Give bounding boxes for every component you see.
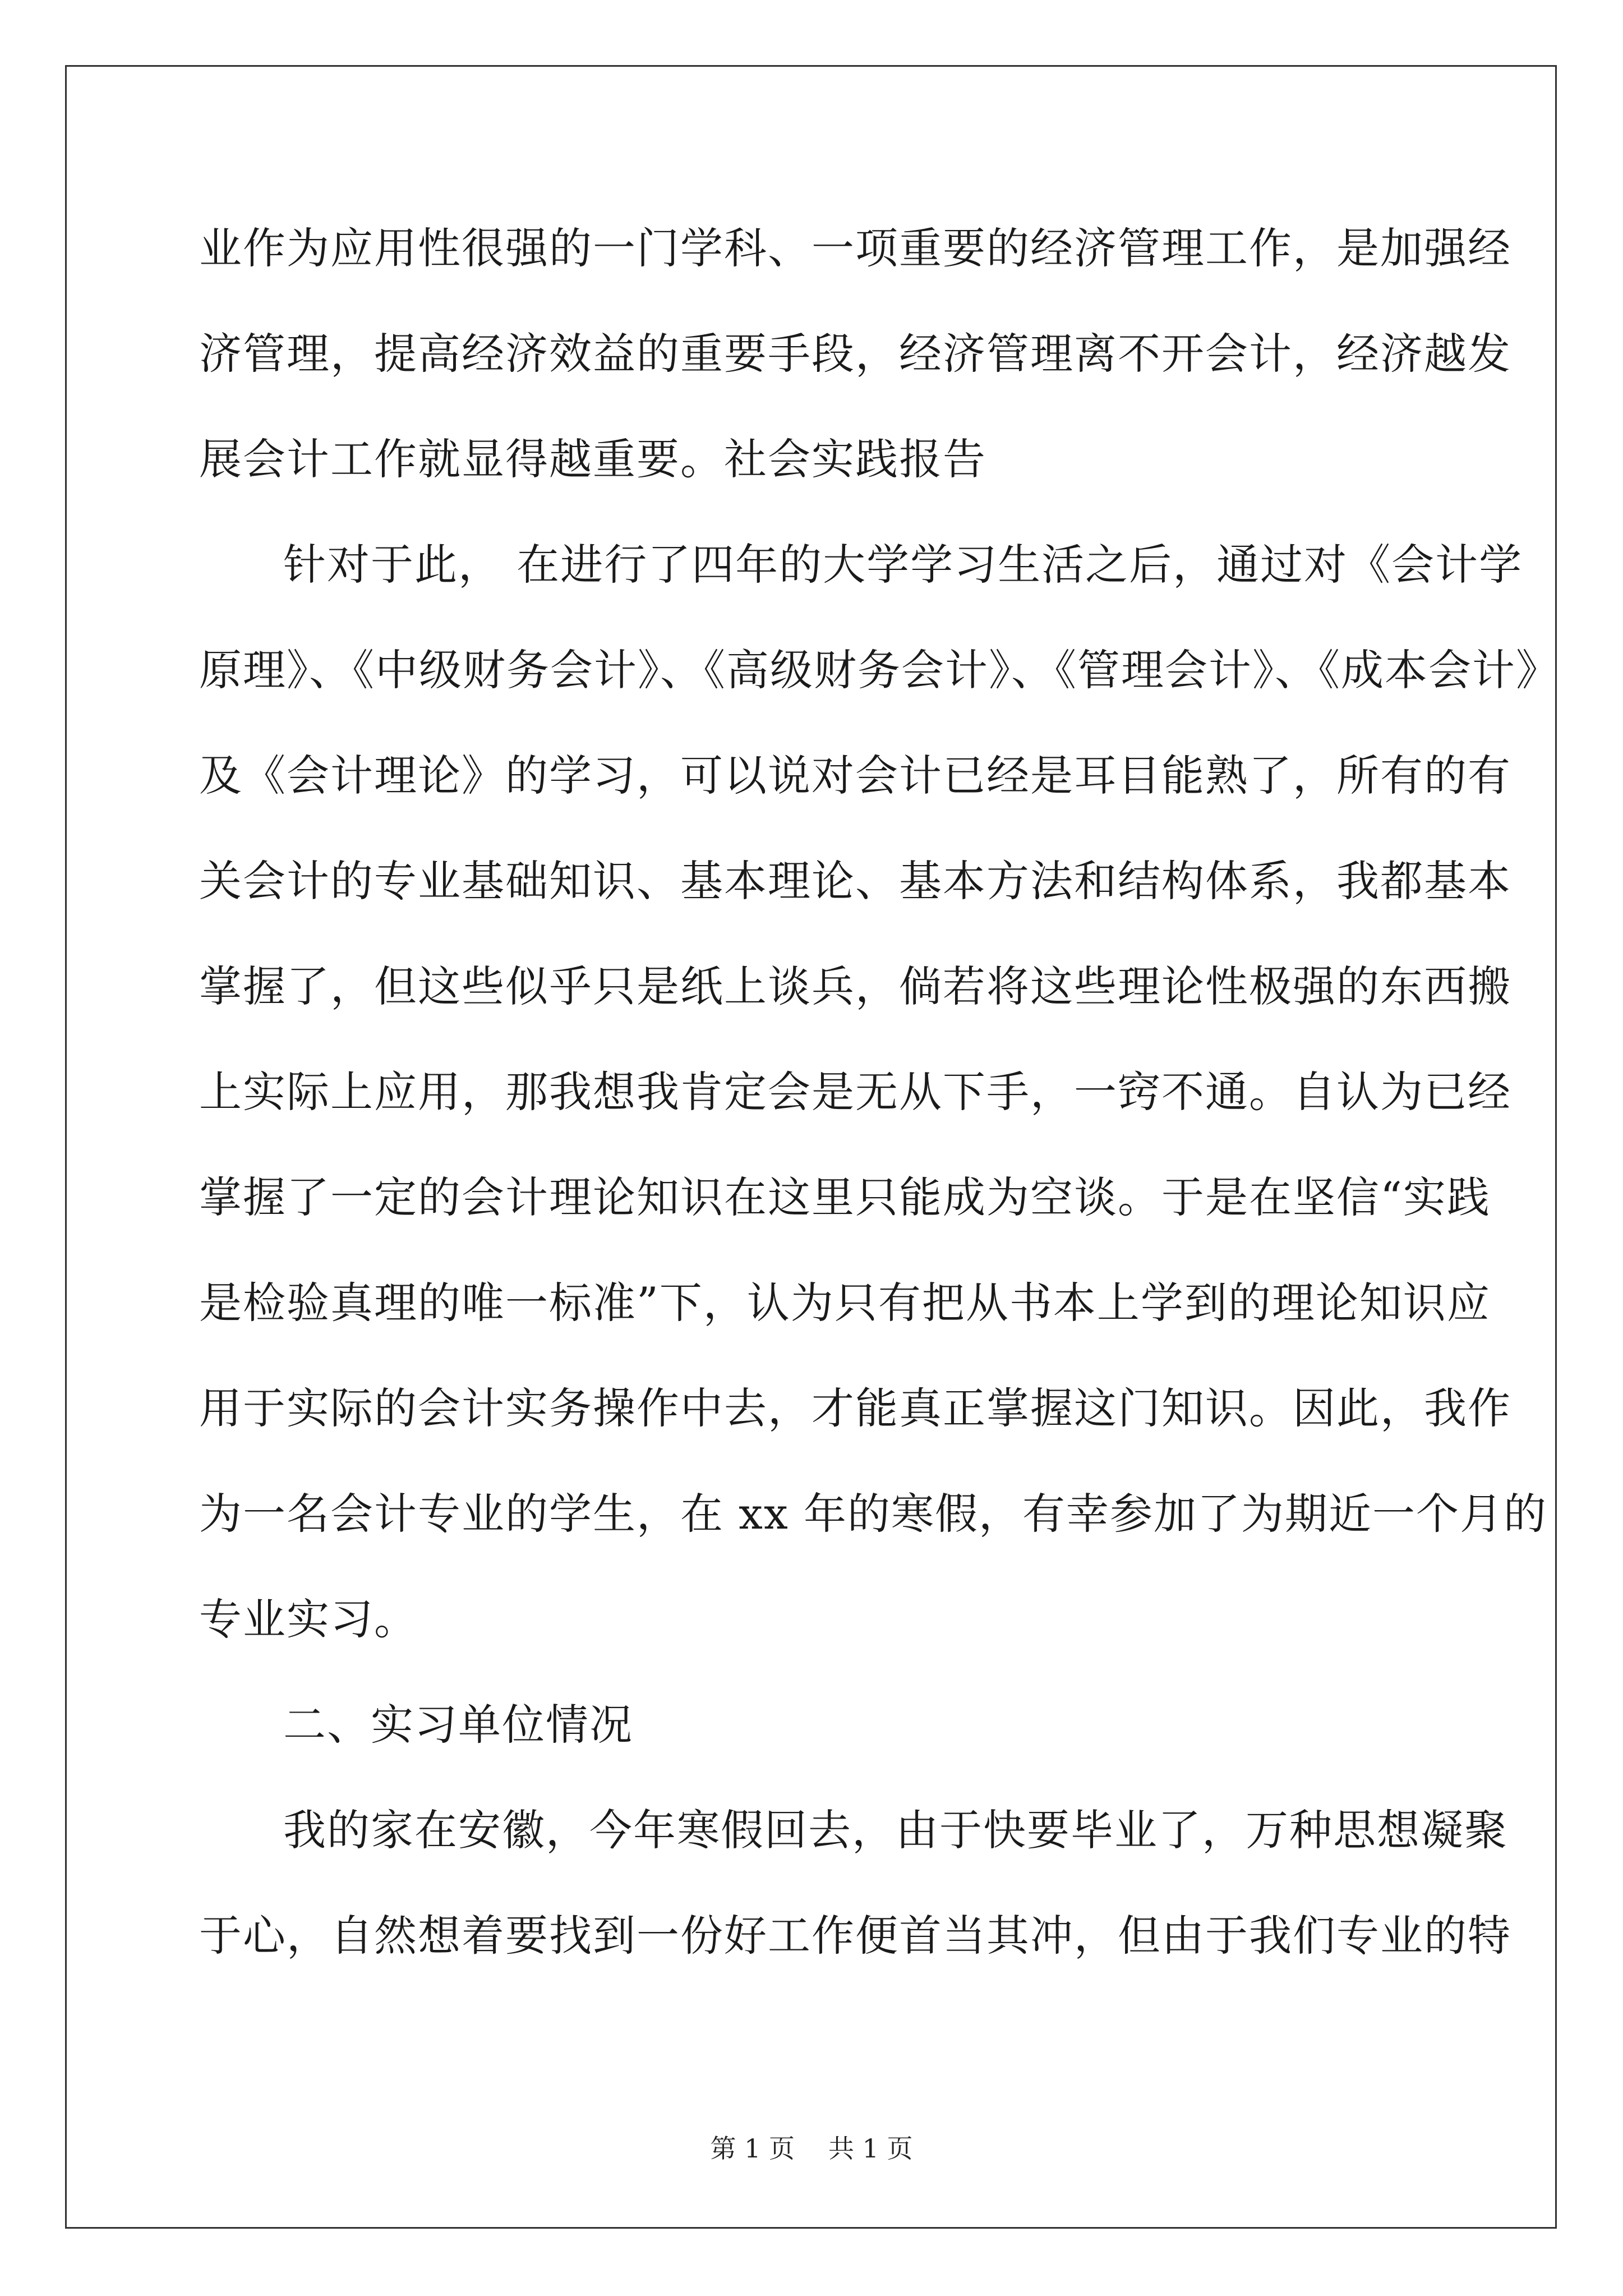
text-line: 业作为应用性很强的一门学科、一项重要的经济管理工作，是加强经 xyxy=(199,223,1511,273)
page-total: 共 1 页 xyxy=(828,2133,913,2164)
text-line: 为一名会计专业的学生，在 xx 年的寒假，有幸参加了为期近一个月的 xyxy=(199,1489,1548,1539)
text-line: 掌握了，但这些似乎只是纸上谈兵，倘若将这些理论性极强的东西搬 xyxy=(199,961,1511,1011)
text-line: 专业实习。 xyxy=(199,1594,418,1644)
text-line: 关会计的专业基础知识、基本理论、基本方法和结构体系，我都基本 xyxy=(199,856,1511,906)
text-line: 济管理，提高经济效益的重要手段，经济管理离不开会计，经济越发 xyxy=(199,329,1511,379)
text-line: 是检验真理的唯一标准”下，认为只有把从书本上学到的理论知识应 xyxy=(199,1278,1491,1328)
text-line: 我的家在安徽，今年寒假回去，由于快要毕业了，万种思想凝聚 xyxy=(283,1805,1508,1855)
text-line: 展会计工作就显得越重要。社会实践报告 xyxy=(199,434,986,484)
page-number: 第 1 页 xyxy=(710,2133,795,2164)
text-line: 原理》、《中级财务会计》、《高级财务会计》、《管理会计》、《成本会计》 xyxy=(199,645,1560,695)
text-line: 掌握了一定的会计理论知识在这里只能成为空谈。于是在坚信“实践 xyxy=(199,1172,1491,1222)
page-footer xyxy=(0,2132,1623,2165)
text-line: 及《会计理论》的学习，可以说对会计已经是耳目能熟了，所有的有 xyxy=(199,751,1511,800)
section-heading: 二、实习单位情况 xyxy=(283,1700,633,1750)
text-line: 于心，自然想着要找到一份好工作便首当其冲，但由于我们专业的特 xyxy=(199,1911,1511,1961)
text-line: 用于实际的会计实务操作中去，才能真正掌握这门知识。因此，我作 xyxy=(199,1383,1511,1433)
text-line: 上实际上应用，那我想我肯定会是无从下手，一窍不通。自认为已经 xyxy=(199,1067,1511,1117)
text-line: 针对于此， 在进行了四年的大学学习生活之后，通过对《会计学 xyxy=(283,540,1523,590)
document-body xyxy=(199,222,1560,2014)
